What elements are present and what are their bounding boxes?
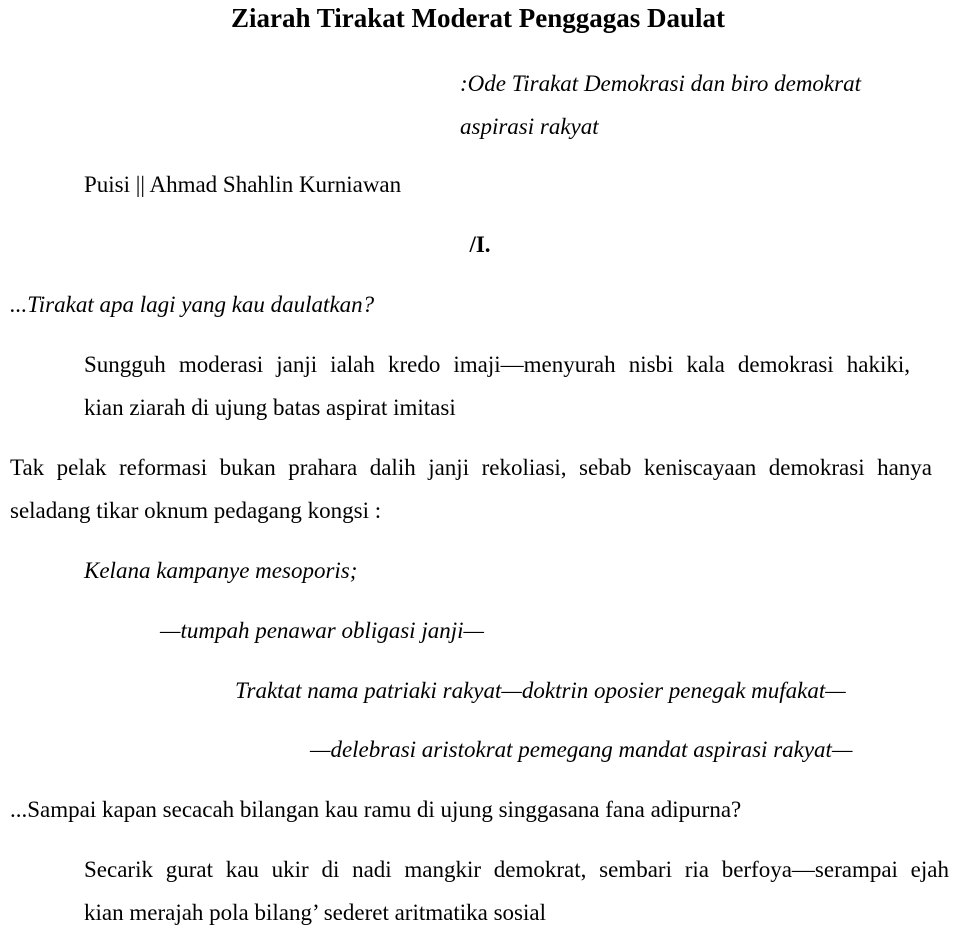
page-title: Ziarah Tirakat Moderat Penggagas Daulat [230,3,725,33]
cascade-line: —tumpah penawar obligasi janji— [160,618,484,643]
cascade-line: Traktat nama patriaki rakyat—doktrin oposier penegak mufakat— [235,678,846,703]
prose-line: Tak pelak reformasi bukan prahara dalih janji rekoliasi, sebab keniscayaan demokrasi hanya [10,455,932,480]
question-line: ...Tirakat apa lagi yang kau daulatkan? [10,292,375,317]
section-heading: /I. [469,232,491,257]
cascade-line: —delebrasi aristokrat pemegang mandat aspirasi rakyat— [310,737,853,762]
epigraph-line: aspirasi rakyat [460,114,599,139]
question-line: ...Sampai kapan secacah bilangan kau ramu di ujung singgasana fana adipurna? [10,797,742,822]
byline: Puisi || Ahmad Shahlin Kurniawan [84,172,402,197]
verse-line: kian merajah pola bilang’ sederet aritmatika sosial [84,900,546,925]
verse-line: Secarik gurat kau ukir di nadi mangkir demokrat, sembari ria berfoya—serampai ejah [84,857,949,882]
cascade-line: Kelana kampanye mesoporis; [84,558,358,583]
epigraph-line: :Ode Tirakat Demokrasi dan biro demokrat [460,71,861,96]
verse-line: kian ziarah di ujung batas aspirat imitasi [84,395,456,420]
prose-line: seladang tikar oknum pedagang kongsi : [10,498,382,523]
verse-line: Sungguh moderasi janji ialah kredo imaji—menyurah nisbi kala demokrasi hakiki, [84,352,910,377]
